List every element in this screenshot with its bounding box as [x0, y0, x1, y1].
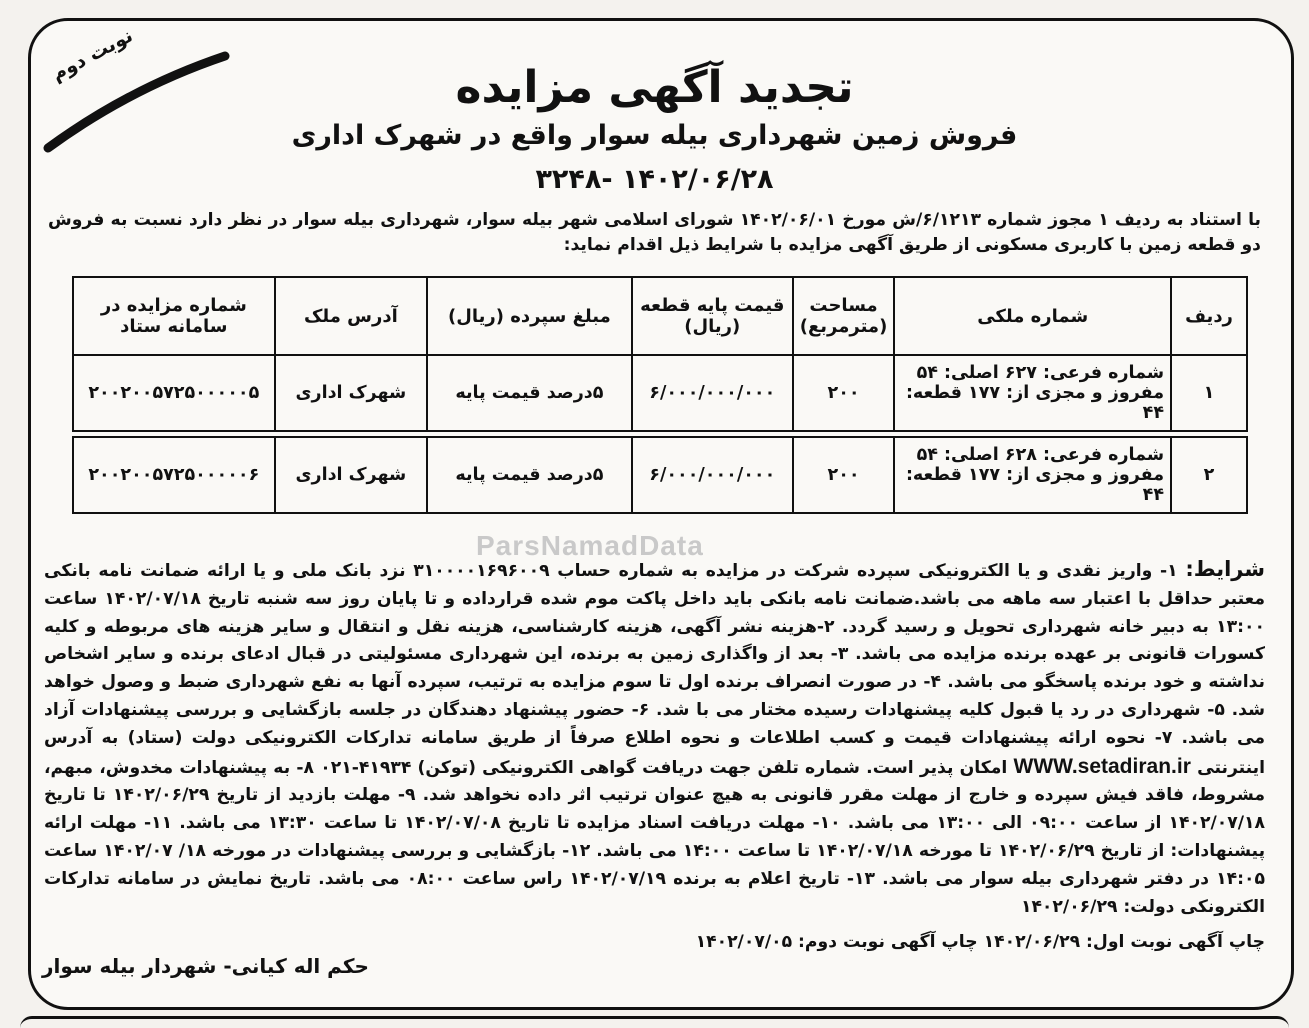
header-auction-no: شماره مزایده در سامانه ستاد [73, 277, 275, 355]
header-base-price: قیمت پایه قطعه (ریال) [632, 277, 793, 355]
property-line-1: شماره فرعی: ۶۲۷ اصلی: ۵۴ [916, 363, 1165, 383]
watermark: ParsNamadData [476, 530, 704, 561]
property-line-2: مفروز و مجزی از: ۱۷۷ قطعه: ۴۴ [905, 383, 1165, 423]
header-area: مساحت (مترمربع) [793, 277, 895, 355]
cell-property [894, 437, 1171, 513]
lots-table [72, 276, 1248, 514]
website-link[interactable]: WWW.setadiran.ir [1013, 754, 1191, 778]
reference-number: ۳۲۴۸- ۱۴۰۲/۰۶/۲۸ [535, 164, 774, 195]
notice-title: تجدید آگهی مزایده [455, 62, 854, 113]
cell-area: ۲۰۰ [793, 437, 895, 513]
cell-auction-no: ۲۰۰۲۰۰۵۷۲۵۰۰۰۰۰۵ [73, 355, 275, 431]
table-row [73, 437, 1247, 513]
property-line-2: مفروز و مجزی از: ۱۷۷ قطعه: ۴۴ [905, 465, 1165, 505]
cell-deposit: ۵درصد قیمت پایه [427, 437, 632, 513]
cell-address: شهرک اداری [275, 355, 427, 431]
cell-property [894, 355, 1171, 431]
notice-subtitle: فروش زمین شهرداری بیله سوار واقع در شهرک اداری [291, 120, 1018, 151]
cell-address: شهرک اداری [275, 437, 427, 513]
intro-paragraph: با استناد به ردیف ۱ مجوز شماره ۶/۱۲۱۳/ش مورخ ۱۴۰۲/۰۶/۰۱ شورای اسلامی شهر بیله سوار، شهرداری بیله سوار در نظر دارد نسبت به فروش دو قطعه زمین با کاربری مسکونی از طریق آگهی مزایده با شرایط ذیل اقدام نماید: [48, 210, 1261, 255]
bottom-border [20, 1016, 1289, 1028]
conditions-text-1: ۱- واریز نقدی و یا الکترونیکی سپرده شرکت در مزایده به شماره حساب ۳۱۰۰۰۰۱۶۹۶۰۰۹ نزد بانک ملی و یا ارائه ضمانت نامه بانکی معتبر حداقل با اعتبار سه ماهه می باشد.ضمانت نامه بانکی باید داخل پاکت موم شده قرارداده و تا پایان روز سه شنبه تاریخ ۱۴۰۲/۰۷/۱۸ ساعت ۱۳:۰۰ به دبیر خانه شهرداری تحویل و رسید گردد. ۲-هزینه نشر آگهی، هزینه کارشناسی، هزینه نقل و انتقال و سایر هزینه های مربوطه و کلیه کسورات قانونی بر عهده برنده مزایده می باشد. ۳- بعد از واگذاری زمین به برنده، این شهرداری مسئولیتی در قبال ادعای برنده و سایر اشخاص نداشته و خود برنده پاسخگو می باشد. ۴- در صورت انصراف برنده اول تا سوم مزایده به ترتیب، سپرده آنها به نفع شهرداری ضبط و وصول خواهد شد. ۵- شهرداری در رد یا قبول کلیه پیشنهادات رسیده مختار می با شد. ۶- حضور پیشنهاد دهندگان در جلسه بازگشایی و بررسی پیشنهادات آزاد می باشد. ۷- نحوه ارائه پیشنهادات قیمت و کسب اطلاعات و نحوه اطلاع صرفاً از طریق سامانه تدارکات الکترونیکی دولت (ستاد) به آدرس اینترنتی [44, 561, 1266, 778]
header-row-no: ردیف [1171, 277, 1247, 355]
conditions-text-2: امکان پذیر است. شماره تلفن جهت دریافت گواهی الکترونیکی (توکن) ۴۱۹۳۴-۰۲۱ ۸- به پیشنهادات مخدوش، مبهم، مشروط، فاقد فیش سپرده و خارج از مهلت مقرر قانونی به هیچ عنوان ترتیب اثر داده نخواهد شد. ۹- مهلت بازدید از تاریخ ۱۴۰۲/۰۶/۲۹ تا تاریخ ۱۴۰۲/۰۷/۱۸ از ساعت ۰۹:۰۰ الی ۱۳:۰۰ می باشد. ۱۰- مهلت دریافت اسناد مزایده تا تاریخ ۱۴۰۲/۰۷/۰۸ تا ساعت ۱۳:۳۰ می باشد. ۱۱- مهلت ارائه پیشنهادات: از تاریخ ۱۴۰۲/۰۶/۲۹ تا مورخه ۱۴۰۲/۰۷/۱۸ تا ساعت ۱۴:۰۰ می باشد. ۱۲- بازگشایی و بررسی پیشنهادات در مورخه ۱۸/ ۱۴۰۲/۰۷ ساعت ۱۴:۰۵ در دفتر شهرداری بیله سوار می باشد. ۱۳- تاریخ اعلام به برنده ۱۴۰۲/۰۷/۱۹ راس ساعت ۰۸:۰۰ می باشد. تاریخ نمایش در سامانه تدارکات الکترونکی دولت: ۱۴۰۲/۰۶/۲۹ [44, 757, 1266, 917]
conditions-paragraph [44, 556, 1265, 921]
cell-base-price: ۶/۰۰۰/۰۰۰/۰۰۰ [632, 355, 793, 431]
cell-auction-no: ۲۰۰۲۰۰۵۷۲۵۰۰۰۰۰۶ [73, 437, 275, 513]
header-property: شماره ملکی [894, 277, 1171, 355]
table-header-row [73, 277, 1247, 355]
signature: حکم اله کیانی- شهردار بیله سوار [42, 954, 369, 978]
cell-row-no: ۱ [1171, 355, 1247, 431]
cell-area: ۲۰۰ [793, 355, 895, 431]
round-badge: نوبت دوم [48, 24, 137, 86]
header-address: آدرس ملک [275, 277, 427, 355]
property-line-1: شماره فرعی: ۶۲۸ اصلی: ۵۴ [916, 445, 1165, 465]
table-row [73, 355, 1247, 431]
cell-deposit: ۵درصد قیمت پایه [427, 355, 632, 431]
conditions-lead: شرایط: [1185, 557, 1266, 581]
publication-dates: چاپ آگهی نوبت اول: ۱۴۰۲/۰۶/۲۹ چاپ آگهی نوبت دوم: ۱۴۰۲/۰۷/۰۵ [695, 932, 1265, 952]
cell-row-no: ۲ [1171, 437, 1247, 513]
cell-base-price: ۶/۰۰۰/۰۰۰/۰۰۰ [632, 437, 793, 513]
header-deposit: مبلغ سپرده (ریال) [427, 277, 632, 355]
